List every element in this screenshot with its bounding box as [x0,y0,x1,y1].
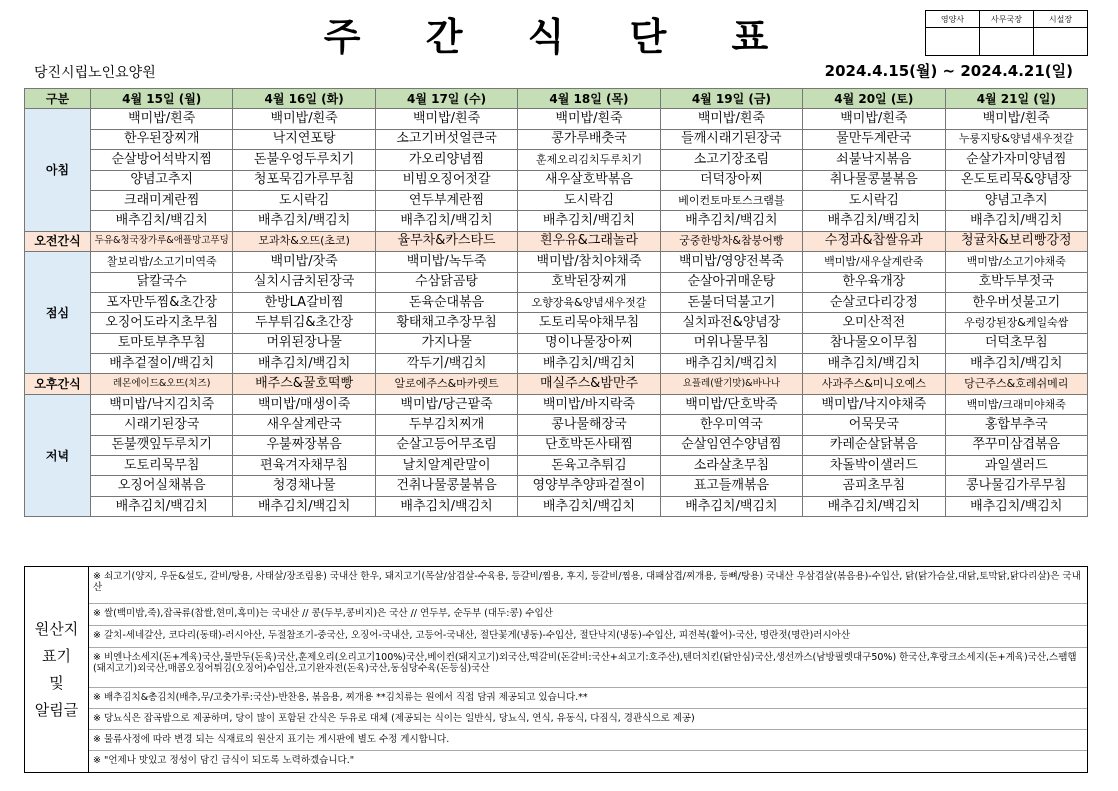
day-header: 4월 16일 (화) [233,89,375,109]
menu-cell: 가지나물 [375,333,517,353]
table-row [25,415,1088,435]
menu-cell: 한우미역국 [660,415,802,435]
menu-cell: 백미밥/영양전복죽 [660,252,802,272]
menu-cell: 우불짜장볶음 [233,435,375,455]
table-row [25,435,1088,455]
menu-cell: 도토리묵무침 [91,456,233,476]
menu-cell: 낙지연포탕 [233,129,375,149]
notice-item: ※ 물류사정에 따라 변경 되는 식재료의 원산지 표기는 게시판에 별도 수정 게시합니다. [89,730,1087,751]
menu-cell: 백미밥/단호박죽 [660,394,802,414]
menu-cell: 실치파전&양념장 [660,313,802,333]
day-header: 4월 18일 (목) [518,89,660,109]
table-row [25,129,1088,149]
origin-notice-box [24,566,1088,773]
notice-item: ※ 갈치-세네갈산, 코다리(동태)-러시아산, 두절참조기-중국산, 오징어-국내산, 고등어-국내산, 절단꽃게(냉동)-수입산, 절단낙지(냉동)-수입산, 피전복(활어)-국산, 명란젓(명란)러시아산 [89,626,1087,648]
menu-cell: 오징어실채볶음 [91,476,233,496]
table-row [25,252,1088,272]
menu-cell: 토마토부추무침 [91,333,233,353]
meal-label: 저녁 [25,394,91,516]
menu-cell: 배추김치/백김치 [660,496,802,516]
menu-cell: 찰보리밥/소고기미역죽 [91,252,233,272]
menu-cell: 한우육개장 [803,272,945,292]
menu-cell: 가오리양념찜 [375,150,517,170]
menu-cell: 백미밥/매생이죽 [233,394,375,414]
menu-cell: 카레순살닭볶음 [803,435,945,455]
page-title: 주 간 식 단 표 [323,15,795,59]
menu-cell: 배추김치/백김치 [518,496,660,516]
menu-cell: 배추김치/백김치 [660,354,802,374]
table-row [25,476,1088,496]
menu-cell: 흰우유&그래놀라 [518,231,660,251]
approval-label: 사무국장 [980,11,1034,28]
menu-cell: 한우된장찌개 [91,129,233,149]
approval-box [925,10,1088,56]
day-header: 4월 15일 (월) [91,89,233,109]
menu-cell: 소고기장조림 [660,150,802,170]
table-row [25,231,1088,251]
notice-item: ※ 배추김치&총김치(배추,무/고춧가루:국산)-반찬용, 볶음용, 찌개용 **김치류는 원에서 직접 담궈 제공되고 있습니다.** [89,688,1087,709]
menu-cell: 순살아귀매운탕 [660,272,802,292]
table-row [25,150,1088,170]
table-header-row [25,89,1088,109]
menu-cell: 백미밥/녹두죽 [375,252,517,272]
menu-cell: 돈불깻잎두루치기 [91,435,233,455]
meal-label: 점심 [25,252,91,374]
table-row [25,292,1088,312]
menu-cell: 백미밥/흰죽 [91,109,233,129]
menu-cell: 새우살호박볶음 [518,170,660,190]
table-row [25,354,1088,374]
notice-item: ※ "언제나 맛있고 정성이 담긴 급식이 되도록 노력하겠습니다." [93,755,355,766]
menu-cell: 오향장육&양념새우젓갈 [518,292,660,312]
menu-cell: 모과차&오뜨(초코) [233,231,375,251]
menu-cell: 도시락김 [518,190,660,210]
notice-label-line: 원산지 [34,619,79,638]
menu-cell: 소고기버섯얼큰국 [375,129,517,149]
menu-cell: 백미밥/참치야채죽 [518,252,660,272]
menu-cell: 취나물콩불볶음 [803,170,945,190]
table-row [25,211,1088,231]
notice-item: ※ 쌀(백미밥,죽),잡곡류(찹쌀,현미,흑미)는 국내산 // 콩(두부,콩비지)은 국산 // 연두부, 순두부 (대두:콩) 수입산 [89,604,1087,626]
meal-label: 오전간식 [25,231,91,251]
notice-item: ※ 당뇨식은 잡곡밥으로 제공하며, 당이 많이 포함된 간식은 두유로 대체 (제공되는 식이는 일반식, 당뇨식, 연식, 유동식, 다짐식, 경관식으로 제공) [89,709,1087,730]
menu-cell: 쇠불낙지볶음 [803,150,945,170]
menu-cell: 수삼닭곰탕 [375,272,517,292]
menu-cell: 크래미계란찜 [91,190,233,210]
menu-cell: 더덕장아찌 [660,170,802,190]
menu-cell: 곰피초무침 [803,476,945,496]
menu-cell: 콩나물해장국 [518,415,660,435]
day-header: 4월 19일 (금) [660,89,802,109]
menu-cell: 더덕초무침 [945,333,1087,353]
menu-cell: 배추김치/백김치 [803,211,945,231]
menu-cell: 백미밥/흰죽 [518,109,660,129]
menu-cell: 백미밥/바지락죽 [518,394,660,414]
menu-cell: 포자만두찜&초간장 [91,292,233,312]
menu-cell: 순살임연수양념찜 [660,435,802,455]
menu-cell: 배추김치/백김치 [945,354,1087,374]
menu-cell: 비빔오징어젓갈 [375,170,517,190]
menu-cell: 돈육고추튀김 [518,456,660,476]
menu-cell: 배추김치/백김치 [945,211,1087,231]
menu-cell: 콩가루배춧국 [518,129,660,149]
notice-label-line: 및 [49,673,64,692]
approval-label: 시설장 [1034,11,1088,28]
menu-cell: 백미밥/당근팥죽 [375,394,517,414]
menu-cell: 명이나물장아찌 [518,333,660,353]
notice-list [89,567,1087,771]
table-row [25,496,1088,516]
menu-cell: 배추김치/백김치 [518,354,660,374]
menu-cell: 순살고등어무조림 [375,435,517,455]
signature-cell [1034,28,1088,56]
menu-cell: 백미밥/흰죽 [233,109,375,129]
organization-name: 당진시립노인요양원 [34,65,156,81]
menu-cell: 영양부추양파겉절이 [518,476,660,496]
menu-cell: 우렁강된장&케일숙쌈 [945,313,1087,333]
menu-cell: 배주스&꿀호떡빵 [233,374,375,394]
menu-period: 2024.4.15(월) ~ 2024.4.21(일) [824,62,1073,80]
menu-cell: 백미밥/흰죽 [375,109,517,129]
menu-cell: 건취나물콩불볶음 [375,476,517,496]
menu-cell: 백미밥/크래미야채죽 [945,394,1087,414]
approval-label: 영양사 [926,11,980,28]
menu-cell: 한우버섯불고기 [945,292,1087,312]
menu-cell: 요플레(딸기맛)&바나나 [660,374,802,394]
menu-cell: 돈불우엉두루치기 [233,150,375,170]
day-header: 4월 17일 (수) [375,89,517,109]
menu-cell: 실치시금치된장국 [233,272,375,292]
menu-cell: 연두부계란찜 [375,190,517,210]
menu-cell: 베이컨토마토스크램블 [660,190,802,210]
menu-cell: 양념고추지 [945,190,1087,210]
menu-cell: 배추김치/백김치 [233,496,375,516]
menu-cell: 두부김치찌개 [375,415,517,435]
menu-cell: 누룽지탕&양념새우젓갈 [945,129,1087,149]
notice-item: ※ 쇠고기(양지, 우둔&설도, 갈비/탕용, 사태살/장조림용) 국내산 한우, 돼지고기(목살/삼겹살-수육용, 등갈비/찜용, 후지, 등갈비/찜용, 대패삼겹/찌개용, 등뼈/탕용) 국내산 우삼겹살(볶음용)-수입산, 닭(닭가슴살,대닭,토막닭,닭다리살)은 국내산 [89,567,1087,604]
menu-cell: 소라살초무침 [660,456,802,476]
notice-item: ※ 비엔나소세지(돈+계육)국산,물만두(돈육)국산,훈제오리(오리고기100%)국산,베이컨(돼지고기)외국산,떡갈비(돈갈비:국산+쇠고기:호주산),텐더치킨(닭안심)국산,생선까스(남방필렛대구50%) 한국산,후랑크소세지(돈+계육)국산,스팸햄(돼지고기)외국산,매콤오징어튀김(오징어)수입산,고기완자전(돈육)국산,동심당수육(돈등심)국산 [89,648,1087,688]
menu-cell: 과일샐러드 [945,456,1087,476]
menu-cell: 배추김치/백김치 [375,496,517,516]
corner-header: 구분 [25,89,91,109]
table-row [25,313,1088,333]
menu-cell: 배추김치/백김치 [375,211,517,231]
menu-cell: 훈제오리김치두루치기 [518,150,660,170]
table-row [25,374,1088,394]
menu-cell: 순살가자미양념찜 [945,150,1087,170]
menu-cell: 한방LA갈비찜 [233,292,375,312]
weekly-menu-table [24,88,1088,517]
menu-cell: 배추김치/백김치 [91,496,233,516]
menu-cell: 레몬에이드&오뜨(치즈) [91,374,233,394]
menu-cell: 율무차&카스타드 [375,231,517,251]
menu-cell: 쭈꾸미삼겹볶음 [945,435,1087,455]
meal-label: 아침 [25,109,91,231]
table-row [25,333,1088,353]
menu-cell: 백미밥/낙지야채죽 [803,394,945,414]
menu-cell: 궁중한방차&참붕어빵 [660,231,802,251]
menu-cell: 배추김치/백김치 [803,354,945,374]
menu-cell: 백미밥/낙지김치죽 [91,394,233,414]
menu-cell: 수정과&찹쌀유과 [803,231,945,251]
menu-cell: 배추김치/백김치 [803,496,945,516]
table-row [25,456,1088,476]
menu-cell: 사과주스&미니오예스 [803,374,945,394]
menu-cell: 시래기된장국 [91,415,233,435]
menu-cell: 청경채나물 [233,476,375,496]
menu-cell: 참나물오이무침 [803,333,945,353]
notice-label-line: 표기 [42,646,71,665]
menu-cell: 차돌박이샐러드 [803,456,945,476]
menu-cell: 백미밥/소고기야채죽 [945,252,1087,272]
menu-cell: 도시락김 [803,190,945,210]
menu-cell: 편육겨자채무침 [233,456,375,476]
menu-cell: 물만두계란국 [803,129,945,149]
table-row [25,190,1088,210]
menu-cell: 홍합부추국 [945,415,1087,435]
menu-cell: 들깨시래기된장국 [660,129,802,149]
menu-cell: 두부튀김&초간장 [233,313,375,333]
menu-cell: 배추김치/백김치 [233,354,375,374]
menu-cell: 당근주스&호레쉬메리 [945,374,1087,394]
menu-cell: 배추겉절이/백김치 [91,354,233,374]
table-row [25,109,1088,129]
signature-cell [980,28,1034,56]
menu-cell: 날치알계란말이 [375,456,517,476]
meal-label: 오후간식 [25,374,91,394]
menu-cell: 머위나물무침 [660,333,802,353]
menu-cell: 새우살계란국 [233,415,375,435]
menu-cell: 청포묵김가루무침 [233,170,375,190]
menu-cell: 청귤차&보리빵강정 [945,231,1087,251]
menu-cell: 매실주스&밤만주 [518,374,660,394]
menu-cell: 백미밥/흰죽 [660,109,802,129]
menu-cell: 돈육순대볶음 [375,292,517,312]
menu-cell: 콩나물김가루무침 [945,476,1087,496]
menu-cell: 돈불더덕불고기 [660,292,802,312]
menu-cell: 호박두부젓국 [945,272,1087,292]
menu-cell: 배추김치/백김치 [91,211,233,231]
menu-cell: 배추김치/백김치 [518,211,660,231]
menu-cell: 배추김치/백김치 [945,496,1087,516]
menu-cell: 백미밥/흰죽 [945,109,1087,129]
menu-cell: 닭칼국수 [91,272,233,292]
menu-cell: 도시락김 [233,190,375,210]
table-row [25,170,1088,190]
menu-cell: 어묵뭇국 [803,415,945,435]
table-row [25,394,1088,414]
menu-cell: 두유&청국장가루&애플망고푸딩 [91,231,233,251]
menu-cell: 깍두기/백김치 [375,354,517,374]
menu-cell: 도토리묵야채무침 [518,313,660,333]
menu-cell: 알로에주스&마카렛트 [375,374,517,394]
menu-cell: 호박된장찌개 [518,272,660,292]
menu-cell: 백미밥/잣죽 [233,252,375,272]
menu-cell: 황태채고추장무침 [375,313,517,333]
menu-cell: 순살코다리강정 [803,292,945,312]
menu-cell: 온도토리묵&양념장 [945,170,1087,190]
menu-cell: 머위된장나물 [233,333,375,353]
notice-label-line: 알림글 [34,700,79,719]
menu-cell: 배추김치/백김치 [660,211,802,231]
menu-cell: 오징어도라지초무침 [91,313,233,333]
menu-cell: 오미산적전 [803,313,945,333]
menu-cell: 백미밥/새우살계란죽 [803,252,945,272]
notice-label [25,567,89,772]
day-header: 4월 20일 (토) [803,89,945,109]
signature-cell [926,28,980,56]
menu-cell: 순살방어석박지찜 [91,150,233,170]
menu-body [25,109,1088,517]
menu-cell: 백미밥/흰죽 [803,109,945,129]
table-row [25,272,1088,292]
menu-cell: 양념고추지 [91,170,233,190]
menu-cell: 단호박돈사태찜 [518,435,660,455]
day-header: 4월 21일 (일) [945,89,1087,109]
menu-cell: 표고들깨볶음 [660,476,802,496]
menu-cell: 배추김치/백김치 [233,211,375,231]
